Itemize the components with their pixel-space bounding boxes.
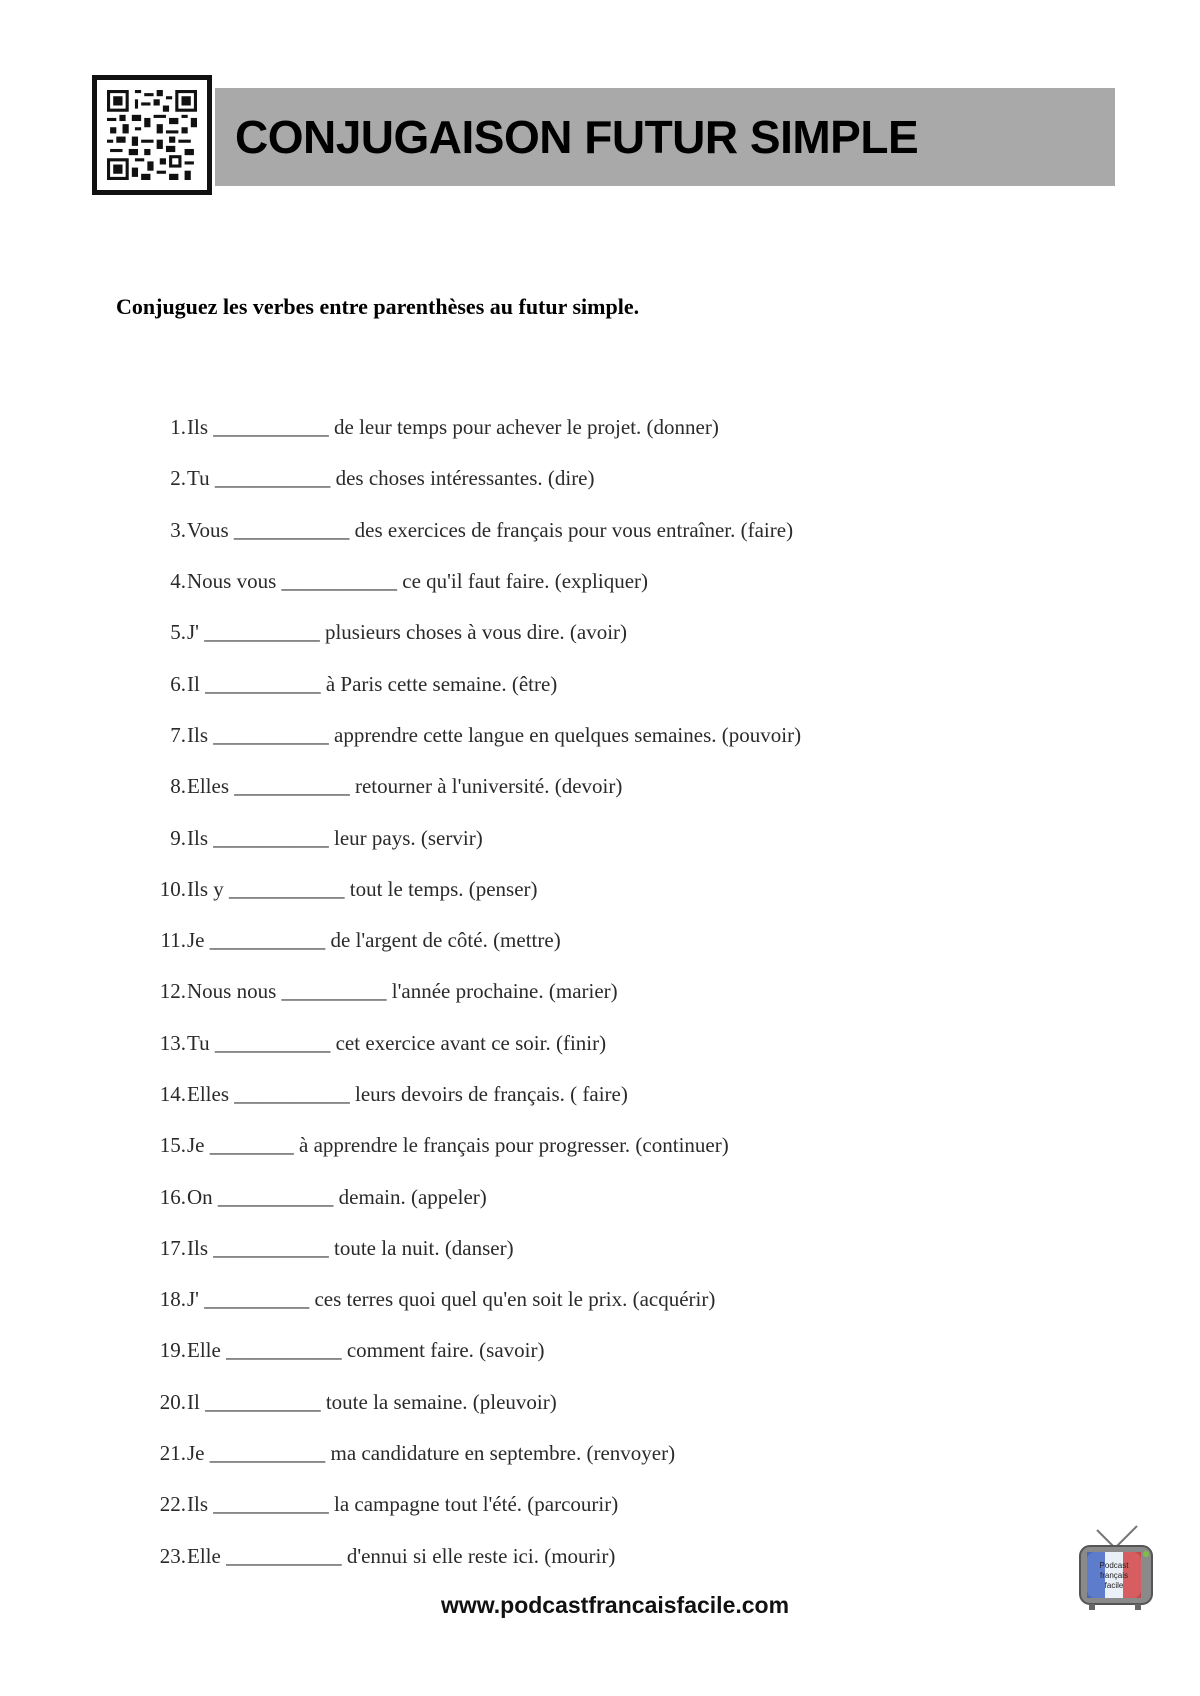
instruction-text: Conjuguez les verbes entre parenthèses au futur simple. [116,294,640,319]
logo-text-line-3: facile [1104,1581,1124,1590]
exercise-item [130,1223,1030,1274]
footer-url: www.podcastfrancaisfacile.com [440,1592,790,1618]
exercise-number: 12. [159,979,186,1004]
exercise-sentence: Je ___________ de l'argent de côté. (mettre) [187,928,561,953]
exercise-number: 5. [170,620,186,645]
exercise-number: 20. [159,1389,186,1414]
exercise-number: 8. [170,774,186,799]
exercise-number: 21. [159,1441,186,1466]
exercise-item [130,1274,1030,1325]
exercise-sentence: Je ________ à apprendre le français pour progresser. (continuer) [187,1133,729,1158]
exercise-number: 22. [159,1492,186,1517]
logo-text-line-2: français [1099,1571,1129,1580]
qr-code [92,75,212,195]
exercise-number: 2. [170,466,186,491]
exercise-number: 6. [170,671,186,696]
podcast-logo [1075,1518,1155,1623]
exercise-sentence: Elle ___________ d'ennui si elle reste ici. (mourir) [187,1543,616,1568]
exercise-sentence: Ils ___________ leur pays. (servir) [187,825,483,850]
exercise-item [130,556,1030,607]
exercise-item [130,1120,1030,1171]
exercise-item [130,607,1030,658]
exercise-sentence: Nous nous __________ l'année prochaine. (marier) [187,979,618,1004]
exercise-number: 23. [159,1543,186,1568]
exercise-number: 15. [159,1133,186,1158]
exercise-sentence: Je ___________ ma candidature en septembre. (renvoyer) [187,1441,676,1466]
exercise-item [130,1325,1030,1376]
exercise-number: 1. [170,415,186,440]
exercise-number: 19. [159,1338,186,1363]
exercise-item [130,1428,1030,1479]
exercise-item [130,1377,1030,1428]
exercise-sentence: Il ___________ toute la semaine. (pleuvoir) [187,1389,557,1414]
exercise-sentence: Vous ___________ des exercices de français pour vous entraîner. (faire) [187,517,794,542]
exercise-sentence: Ils ___________ apprendre cette langue en quelques semaines. (pouvoir) [187,722,802,747]
exercise-item [130,812,1030,863]
exercise-sentence: Ils ___________ la campagne tout l'été. (parcourir) [187,1492,619,1517]
exercise-number: 16. [159,1184,186,1209]
exercise-item [130,864,1030,915]
exercise-number: 9. [170,825,186,850]
exercise-sentence: Ils ___________ de leur temps pour achever le projet. (donner) [187,415,719,440]
exercise-number: 11. [160,928,186,953]
title-banner [215,88,1115,186]
exercise-list [130,402,1030,1582]
exercise-sentence: Il ___________ à Paris cette semaine. (être) [187,671,558,696]
exercise-number: 10. [159,876,186,901]
exercise-item [130,761,1030,812]
exercise-sentence: Tu ___________ des choses intéressantes. (dire) [187,466,595,491]
exercise-item [130,402,1030,453]
exercise-sentence: Elles ___________ retourner à l'université. (devoir) [187,774,623,799]
exercise-item [130,915,1030,966]
exercise-number: 14. [159,1082,186,1106]
exercise-number: 4. [170,569,186,594]
podcast-tv-logo-icon [1075,1518,1155,1618]
exercise-item [130,453,1030,504]
exercise-sentence: J' ___________ plusieurs choses à vous dire. (avoir) [187,620,628,645]
exercise-item [130,505,1030,556]
exercise-number: 17. [159,1235,186,1260]
qr-code-icon [107,90,197,180]
exercise-item [130,710,1030,761]
exercise-number: 7. [170,722,186,747]
exercise-sentence: Tu ___________ cet exercice avant ce soir. (finir) [187,1030,607,1055]
exercise-sentence: Ils ___________ toute la nuit. (danser) [187,1235,514,1260]
exercise-sentence: Elles ___________ leurs devoirs de français. ( faire) [187,1082,628,1106]
exercise-number: 18. [159,1287,186,1312]
exercise-sentence: Elle ___________ comment faire. (savoir) [187,1338,545,1363]
exercise-item [130,1531,1030,1582]
exercise-item [130,658,1030,709]
exercise-item [130,1018,1030,1069]
exercise-item [130,1171,1030,1222]
page-title: CONJUGAISON FUTUR SIMPLE [235,111,919,163]
logo-text-line-1: Podcast [1099,1561,1129,1570]
exercise-sentence: Ils y ___________ tout le temps. (penser) [187,876,538,901]
exercise-number: 3. [170,517,186,542]
exercise-item [130,1479,1030,1530]
exercise-sentence: J' __________ ces terres quoi quel qu'en soit le prix. (acquérir) [187,1287,716,1312]
exercise-sentence: Nous vous ___________ ce qu'il faut faire. (expliquer) [187,569,649,594]
exercise-sentence: On ___________ demain. (appeler) [187,1184,487,1209]
exercise-number: 13. [159,1030,186,1055]
exercise-item [130,966,1030,1017]
exercise-item [130,1069,1030,1120]
